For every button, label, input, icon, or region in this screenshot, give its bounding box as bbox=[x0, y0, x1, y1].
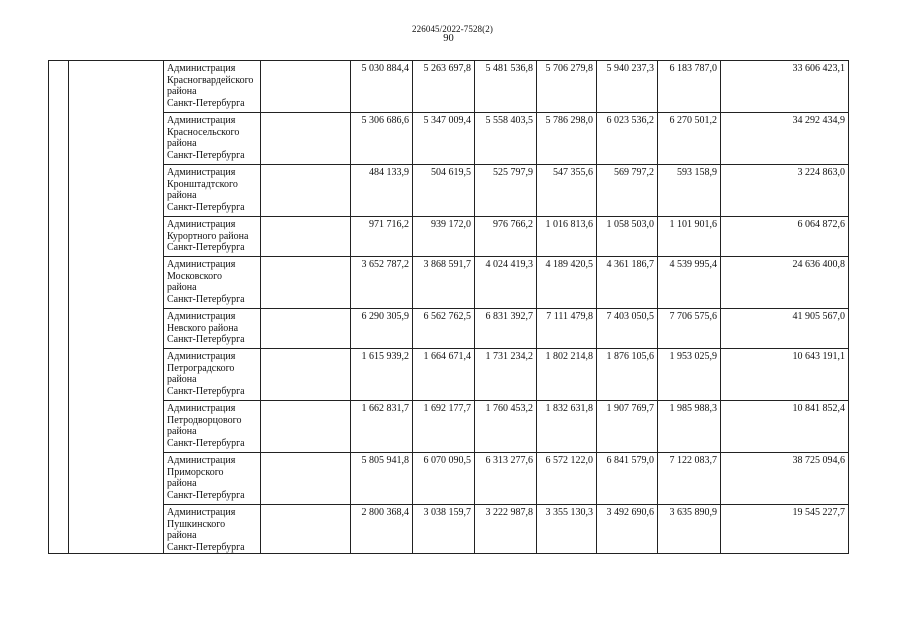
year-value-cell: 6 290 305,9 bbox=[351, 309, 413, 349]
total-value-cell: 38 725 094,6 bbox=[721, 453, 849, 505]
table-row bbox=[49, 217, 849, 257]
year-value-cell: 3 635 890,9 bbox=[658, 505, 721, 554]
year-value-cell: 5 347 009,4 bbox=[413, 113, 475, 165]
year-value-cell: 939 172,0 bbox=[413, 217, 475, 257]
year-value-cell: 7 706 575,6 bbox=[658, 309, 721, 349]
organization-name-cell bbox=[164, 217, 261, 257]
year-value-cell: 2 800 368,4 bbox=[351, 505, 413, 554]
year-value-cell: 6 572 122,0 bbox=[537, 453, 597, 505]
organization-name-line: Администрация bbox=[167, 351, 236, 362]
organization-name-cell bbox=[164, 61, 261, 113]
year-value-cell: 7 111 479,8 bbox=[537, 309, 597, 349]
organization-name-cell bbox=[164, 401, 261, 453]
table-row bbox=[49, 165, 849, 217]
year-value-cell: 4 539 995,4 bbox=[658, 257, 721, 309]
organization-name-line: Санкт-Петербурга bbox=[167, 489, 245, 501]
organization-name-cell bbox=[164, 505, 261, 554]
table-row bbox=[49, 113, 849, 165]
organization-name-cell bbox=[164, 165, 261, 217]
organization-name-cell bbox=[164, 309, 261, 349]
total-value-cell: 19 545 227,7 bbox=[721, 505, 849, 554]
blank-col-spacer bbox=[261, 217, 351, 257]
organization-name-line: Пушкинского bbox=[167, 518, 226, 530]
year-value-cell: 525 797,9 bbox=[475, 165, 537, 217]
year-value-cell: 6 562 762,5 bbox=[413, 309, 475, 349]
year-value-cell: 1 802 214,8 bbox=[537, 349, 597, 401]
total-value-cell: 6 064 872,6 bbox=[721, 217, 849, 257]
year-value-cell: 1 664 671,4 bbox=[413, 349, 475, 401]
organization-name-line: Санкт-Петербурга bbox=[167, 541, 245, 553]
table-row bbox=[49, 257, 849, 309]
organization-name-line: Администрация bbox=[167, 63, 236, 74]
organization-name-line: Санкт-Петербурга bbox=[167, 201, 245, 213]
organization-name-line: района bbox=[167, 86, 197, 97]
organization-name-line: Курортного района bbox=[167, 230, 249, 242]
year-value-cell: 6 270 501,2 bbox=[658, 113, 721, 165]
year-value-cell: 1 832 631,8 bbox=[537, 401, 597, 453]
year-value-cell: 5 030 884,4 bbox=[351, 61, 413, 113]
year-value-cell: 484 133,9 bbox=[351, 165, 413, 217]
table-row bbox=[49, 61, 849, 113]
year-value-cell: 3 492 690,6 bbox=[597, 505, 658, 554]
organization-name-line: Администрация bbox=[167, 403, 236, 414]
blank-col-spacer bbox=[261, 309, 351, 349]
year-value-cell: 547 355,6 bbox=[537, 165, 597, 217]
year-value-cell: 5 805 941,8 bbox=[351, 453, 413, 505]
year-value-cell: 3 652 787,2 bbox=[351, 257, 413, 309]
total-value-cell: 10 643 191,1 bbox=[721, 349, 849, 401]
year-value-cell: 6 183 787,0 bbox=[658, 61, 721, 113]
year-value-cell: 6 070 090,5 bbox=[413, 453, 475, 505]
organization-name-cell bbox=[164, 257, 261, 309]
organization-name-cell bbox=[164, 113, 261, 165]
total-value-cell: 33 606 423,1 bbox=[721, 61, 849, 113]
year-value-cell: 1 662 831,7 bbox=[351, 401, 413, 453]
organization-name-line: Приморского bbox=[167, 466, 224, 478]
organization-name-line: Санкт-Петербурга bbox=[167, 97, 245, 109]
year-value-cell: 4 189 420,5 bbox=[537, 257, 597, 309]
year-value-cell: 1 985 988,3 bbox=[658, 401, 721, 453]
year-value-cell: 7 122 083,7 bbox=[658, 453, 721, 505]
organization-name-line: района bbox=[167, 138, 197, 149]
blank-col-spacer bbox=[261, 349, 351, 401]
organization-name-line: Московского bbox=[167, 270, 222, 282]
year-value-cell: 1 016 813,6 bbox=[537, 217, 597, 257]
year-value-cell: 971 716,2 bbox=[351, 217, 413, 257]
year-value-cell: 1 953 025,9 bbox=[658, 349, 721, 401]
organization-name-line: Санкт-Петербурга bbox=[167, 242, 245, 253]
organization-name-line: района bbox=[167, 282, 197, 293]
total-value-cell: 10 841 852,4 bbox=[721, 401, 849, 453]
year-value-cell: 6 831 392,7 bbox=[475, 309, 537, 349]
year-value-cell: 5 263 697,8 bbox=[413, 61, 475, 113]
organization-name-line: Администрация bbox=[167, 455, 236, 466]
table-row bbox=[49, 309, 849, 349]
blank-col-wide bbox=[69, 61, 164, 554]
organization-name-line: Санкт-Петербурга bbox=[167, 149, 245, 161]
organization-name-cell bbox=[164, 349, 261, 401]
year-value-cell: 593 158,9 bbox=[658, 165, 721, 217]
organization-name-line: Администрация bbox=[167, 311, 236, 322]
year-value-cell: 5 786 298,0 bbox=[537, 113, 597, 165]
year-value-cell: 569 797,2 bbox=[597, 165, 658, 217]
organization-name-line: Администрация bbox=[167, 507, 236, 518]
blank-col-spacer bbox=[261, 113, 351, 165]
organization-name-line: района bbox=[167, 530, 197, 541]
organization-name-line: Петроградского bbox=[167, 362, 235, 374]
table-row bbox=[49, 505, 849, 554]
total-value-cell: 3 224 863,0 bbox=[721, 165, 849, 217]
year-value-cell: 5 481 536,8 bbox=[475, 61, 537, 113]
organization-name-line: Администрация bbox=[167, 115, 236, 126]
year-value-cell: 1 058 503,0 bbox=[597, 217, 658, 257]
table-row bbox=[49, 401, 849, 453]
organization-name-line: Санкт-Петербурга bbox=[167, 293, 245, 305]
blank-col-spacer bbox=[261, 165, 351, 217]
blank-col-spacer bbox=[261, 257, 351, 309]
year-value-cell: 3 355 130,3 bbox=[537, 505, 597, 554]
year-value-cell: 5 706 279,8 bbox=[537, 61, 597, 113]
total-value-cell: 34 292 434,9 bbox=[721, 113, 849, 165]
organization-name-line: Администрация bbox=[167, 167, 236, 178]
organization-name-line: Невского района bbox=[167, 322, 239, 334]
year-value-cell: 1 101 901,6 bbox=[658, 217, 721, 257]
year-value-cell: 7 403 050,5 bbox=[597, 309, 658, 349]
organization-name-line: Санкт-Петербурга bbox=[167, 385, 245, 397]
year-value-cell: 6 023 536,2 bbox=[597, 113, 658, 165]
organization-name-line: Петродворцового bbox=[167, 414, 242, 426]
year-value-cell: 1 615 939,2 bbox=[351, 349, 413, 401]
table-row bbox=[49, 349, 849, 401]
year-value-cell: 1 731 234,2 bbox=[475, 349, 537, 401]
year-value-cell: 1 692 177,7 bbox=[413, 401, 475, 453]
budget-table bbox=[48, 60, 849, 554]
organization-name-line: Администрация bbox=[167, 259, 236, 270]
organization-name-line: Красногвардейского bbox=[167, 74, 254, 86]
organization-name-line: района bbox=[167, 374, 197, 385]
year-value-cell: 1 760 453,2 bbox=[475, 401, 537, 453]
organization-name-line: Администрация bbox=[167, 219, 236, 230]
blank-col-spacer bbox=[261, 505, 351, 554]
blank-col-spacer bbox=[261, 401, 351, 453]
total-value-cell: 24 636 400,8 bbox=[721, 257, 849, 309]
year-value-cell: 6 841 579,0 bbox=[597, 453, 658, 505]
year-value-cell: 5 306 686,6 bbox=[351, 113, 413, 165]
year-value-cell: 3 222 987,8 bbox=[475, 505, 537, 554]
organization-name-line: Красносельского bbox=[167, 126, 240, 138]
year-value-cell: 5 940 237,3 bbox=[597, 61, 658, 113]
year-value-cell: 1 876 105,6 bbox=[597, 349, 658, 401]
year-value-cell: 504 619,5 bbox=[413, 165, 475, 217]
year-value-cell: 3 868 591,7 bbox=[413, 257, 475, 309]
organization-name-cell bbox=[164, 453, 261, 505]
organization-name-line: района bbox=[167, 478, 197, 489]
year-value-cell: 976 766,2 bbox=[475, 217, 537, 257]
organization-name-line: района bbox=[167, 190, 197, 201]
year-value-cell: 3 038 159,7 bbox=[413, 505, 475, 554]
organization-name-line: Санкт-Петербурга bbox=[167, 437, 245, 449]
year-value-cell: 5 558 403,5 bbox=[475, 113, 537, 165]
year-value-cell: 1 907 769,7 bbox=[597, 401, 658, 453]
year-value-cell: 4 361 186,7 bbox=[597, 257, 658, 309]
document-number: 226045/2022-7528(2) bbox=[412, 24, 493, 34]
table-body bbox=[49, 61, 849, 554]
organization-name-line: района bbox=[167, 426, 197, 437]
blank-col-spacer bbox=[261, 453, 351, 505]
table-row bbox=[49, 453, 849, 505]
organization-name-line: Кронштадтского bbox=[167, 178, 238, 190]
year-value-cell: 6 313 277,6 bbox=[475, 453, 537, 505]
blank-col-spacer bbox=[261, 61, 351, 113]
blank-col-narrow bbox=[49, 61, 69, 554]
total-value-cell: 41 905 567,0 bbox=[721, 309, 849, 349]
year-value-cell: 4 024 419,3 bbox=[475, 257, 537, 309]
organization-name-line: Санкт-Петербурга bbox=[167, 334, 245, 345]
page-number: 90 bbox=[443, 33, 454, 44]
